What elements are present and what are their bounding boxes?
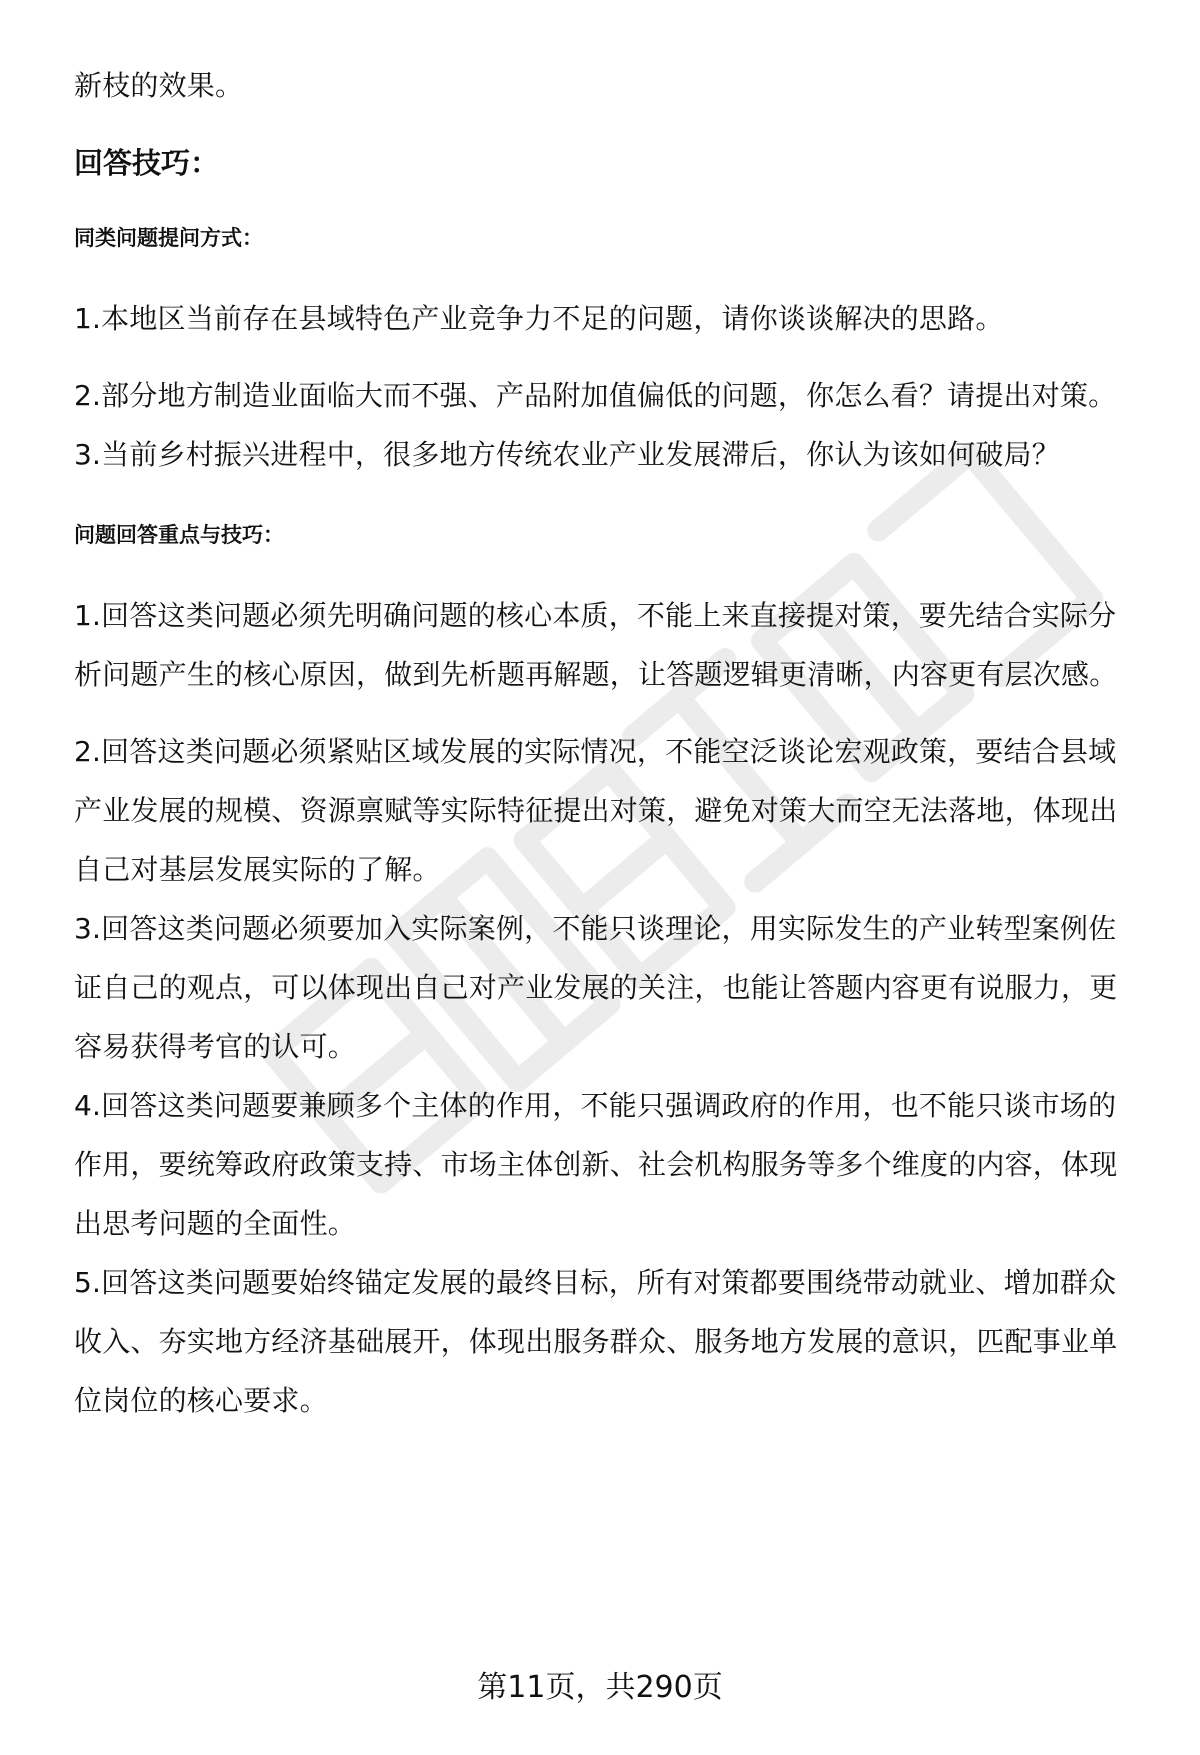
page-number-footer: 第11页，共290页	[477, 1670, 723, 1705]
tip-5: 5.回答这类问题要始终锚定发展的最终目标，所有对策都要围绕带动就业、增加群众收入、夯实地方经济基础展开，体现出服务群众、服务地方发展的意识，匹配事业单位岗位的核心要求。	[74, 1266, 1118, 1417]
intro-tail-text: 新枝的效果。	[74, 69, 244, 102]
tip-3: 3.回答这类问题必须要加入实际案例，不能只谈理论，用实际发生的产业转型案例佐证自己的观点，可以体现出自己对产业发展的关注，也能让答题内容更有说服力，更容易获得考官的认可。	[74, 912, 1118, 1063]
similar-question-2: 2.部分地方制造业面临大而不强、产品附加值偏低的问题，你怎么看？请提出对策。	[74, 379, 1117, 412]
tips-heading: 问题回答重点与技巧：	[74, 523, 284, 547]
similar-questions-heading: 同类问题提问方式：	[74, 226, 263, 250]
tip-4: 4.回答这类问题要兼顾多个主体的作用，不能只强调政府的作用，也不能只谈市场的作用，要统筹政府政策支持、市场主体创新、社会机构服务等多个维度的内容，体现出思考问题的全面性。	[74, 1089, 1118, 1240]
tip-1: 1.回答这类问题必须先明确问题的核心本质，不能上来直接提对策，要先结合实际分析问题产生的核心原因，做到先析题再解题，让答题逻辑更清晰，内容更有层次感。	[74, 599, 1118, 691]
document-body	[74, 56, 1144, 1430]
section-title: 回答技巧：	[74, 146, 220, 180]
tip-2: 2.回答这类问题必须紧贴区域发展的实际情况，不能空泛谈论宏观政策，要结合县域产业发展的规模、资源禀赋等实际特征提出对策，避免对策大而空无法落地，体现出自己对基层发展实际的了解。	[74, 735, 1118, 886]
similar-question-3: 3.当前乡村振兴进程中，很多地方传统农业产业发展滞后，你认为该如何破局？	[74, 438, 1060, 471]
similar-question-1: 1.本地区当前存在县域特色产业竞争力不足的问题，请你谈谈解决的思路。	[74, 302, 1004, 335]
